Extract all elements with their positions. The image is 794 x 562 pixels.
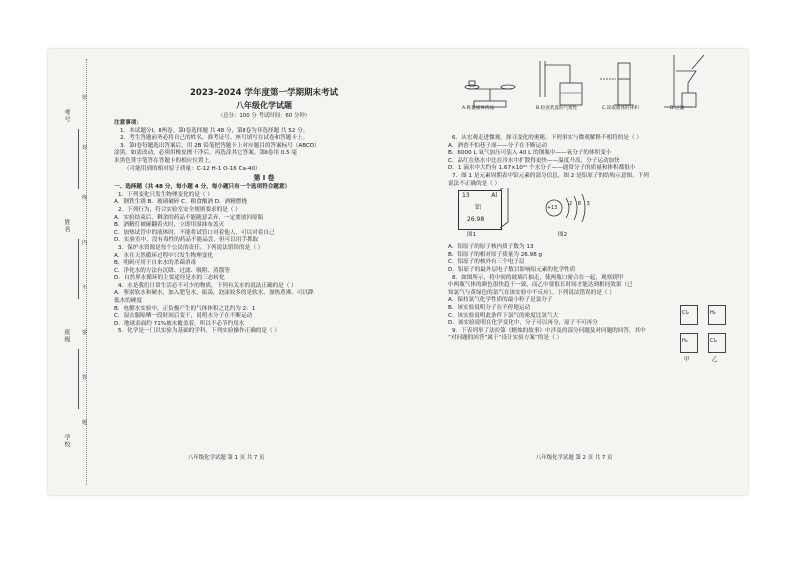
footer-left: 八年级化学试题 第 1 页 共 7 页 [188,455,265,461]
notes-line: 涂黑。如需改动，必须用橡皮擦干净后，再选涂其它答案。第Ⅱ卷用 0.5 毫 [114,150,298,157]
notes-heading: 注意事项： [114,120,142,126]
question-line: B．电解水实验中，正负极产生的气体体积之比约为 2：1 [114,305,256,312]
question-line: 9．下表列举了法拉第《蜡烛的故事》中涉及的部分问题及对问题的回答，其中 [452,327,646,334]
gutter-line [78,239,79,299]
question-line: D．铝原子的最外层电子数目影响铝元素的化学性质 [448,266,576,273]
gutter-label-school: 学校 [63,434,70,448]
question-line: B．酒精灯被碰翻着火时，立即用湿抹布盖灭 [114,222,225,229]
question-line: “对问题的回答”属于“设计实验方案”的是（ ） [448,335,563,342]
element-name: 铝 [475,204,482,212]
question-line: A．酒香不怕巷子深——分子在不断运动 [448,142,547,149]
apparatus-drawing [460,49,742,113]
left-question-list [114,192,414,336]
question-line: B．6000 L 氧气加压可装入 40 L 的钢瓶中——氧分子的体积变小 [448,150,612,157]
question-line: 1．下列变化只发生物理变化的是（ ） [118,191,213,198]
question-line: A．钢铁生锈 B．玻璃破碎 C．粮食酿酒 D．酒精燃烧 [114,199,248,206]
seal-mark: 不 [82,285,88,291]
notes-line: 2．考生答题前务必将自己的姓名、准考证号、座号填写在试卷和答题卡上。 [120,135,309,142]
question-line: D．1 滴水中大约有 1.67×10²¹ 个水分子——通常分子的质量和体积都很小 [448,165,636,172]
gutter-line [78,129,79,189]
question-line: C．品红在热水中比在冷水中扩散得更快——温度升高，分子运动加快 [448,157,620,164]
question-line: 中两瓶气体的颜色很快趋于一致，而乙中要很长时间才能达到相同效果（已 [448,282,633,289]
figure-caption-1: 图1 [467,232,477,239]
right-question-list [448,135,742,188]
gas-jars-figure [678,303,744,375]
jar-gas-label: H₂ [710,310,716,316]
section-heading: 一、选择题（共 48 分，每小题 4 分，每小题只有一个选项符合题意） [114,184,291,191]
question-line: C．该实验说明此条件下氯气的密度比氢气大 [448,312,559,319]
exam-meta: （总分：100 分 考试时间：60 分钟） [217,113,311,119]
figure-caption-2: 图2 [558,232,568,239]
periodic-table-cell [458,190,502,230]
exam-title: 2023–2024 学年度第一学期期末考试 [189,88,339,98]
question-line: B．铝原子的相对原子质量为 26.98 g [448,251,543,258]
question-line: 4．水是我们日常生活必不可少的物质，下列有关水的说法正确的是（ ） [118,282,297,289]
question-line: 6．从宏观走进微观，探寻变化的奥秘。下列事实与微观解释不相符的是（ ） [452,135,642,141]
question-line: A．实验结束后，剩余的药品不能随意丢弃，一定要放回原瓶 [114,214,264,221]
jar-gas-label: Cl₂ [710,338,717,344]
gutter-label-class: 班级 [63,329,70,343]
gutter-line [78,349,79,409]
question-line: 2．下列行为，符合实验室安全规则要求的是（ ） [118,206,241,213]
question-line: C．加热试管中的液体时，不能将试管口对着他人，可以对着自己 [114,229,275,236]
jar-gas-label: Cl₂ [682,310,689,316]
footer-right: 八年级化学试题 第 2 页 共 7 页 [536,455,613,461]
question-line: C．湿衣服晾晒一段时间后变干，说明水分子在不断运动 [114,313,253,320]
jar-group-label: 甲 [684,357,690,363]
notes-line: （可能用到的相对原子质量：C-12 H-1 O-16 Ca-40） [124,165,261,172]
question-line: D．地球表面约 71%被水覆盖着，所以不必节约用水 [114,320,245,327]
question-line: 低水的硬度 [114,298,142,305]
left-column [114,87,414,336]
atomic-number: 13 [462,192,470,200]
seal-mark: 封 [82,145,88,151]
question-line: B．明矾可用于自来水的杀菌消毒 [114,260,197,267]
exam-sheet [48,49,748,495]
seal-mark: 内 [82,240,88,246]
exam-subtitle: 八年级化学试题 [236,101,292,110]
jar-gas-label: H₂ [682,338,688,344]
electron-shells: 2 8 3 [569,201,592,208]
question-line: 3．保护水资源是每个公民的责任。下列说法错误的是（ ） [118,244,264,251]
jar-group-label: 乙 [712,357,718,363]
nucleus-charge: +13 [547,206,558,212]
question-line: 5．化学是一门以实验为基础的学科，下列实验操作正确的是（ ） [118,328,280,335]
question-line: A．保持氯气化学性质的最小粒子是氯分子 [448,297,553,304]
notes-line: 3．第Ⅰ卷每题选出答案后，用 2B 铅笔把答题卡上对应题目的答案标号（ABCD） [120,142,320,149]
question-line: 说法不正确的是（ ） [448,180,501,187]
apparatus-label-c: C.读取液体的体积 [602,106,639,111]
question-line: A．铝原子的原子核内质子数为 13 [448,244,534,251]
apparatus-figure [460,49,742,113]
seal-mark: 题 [82,420,88,426]
question-line: D．该实验说明在化学变化中，分子可以再分，原子不可再分 [448,320,598,327]
question-line: 知氯气与黄绿色的氯气在该实验中不反应）。下列说法错误的是（ ） [448,289,615,296]
apparatus-label-d: D.过滤 [670,106,685,111]
question-line: B．该实验说明分子在不停地运动 [448,304,531,311]
question-line: 7．图 1 是元素周期表中铝元素的部分信息，图 2 是铝原子的结构示意图。下列 [452,172,649,179]
question-line: A．鉴别软水和硬水，加入肥皂水，振荡，泡沫较多的是软水，加热煮沸，可以降 [114,290,314,297]
aluminum-figures [448,188,742,244]
question-line: A．水在天然循环过程中只发生物理变化 [114,252,213,259]
question-line: 8．如图所示，将中间的玻璃片抽走，使两瓶口密合在一起，观察到甲 [452,274,624,281]
cell-3d-edge [500,188,520,232]
binding-gutter [48,49,110,495]
notes-line: 1．本试题分Ⅰ、Ⅱ两卷。第Ⅰ卷选择题 共 48 分，第Ⅱ卷为非选择题 共 52 分。 [120,127,309,134]
question-line: D．实验室中，没有毒性的药品不能品尝，但可以用手抓取 [114,237,259,244]
notes-line: 米黑色签字笔答在答题卡的相应位置上。 [114,157,215,164]
seal-mark: 要 [82,330,88,336]
question-line: C．铝原子的核外有三个电子层 [448,259,525,266]
question-line: C．净化水的方法有沉降、过滤、吸附、蒸馏等 [114,267,230,274]
seal-mark: 线 [82,195,88,201]
gutter-label-exam-no: 考号 [63,109,70,123]
seal-mark: 答 [82,375,88,381]
atomic-mass: 26.98 [467,216,485,224]
gutter-label-name: 姓名 [63,219,70,233]
seal-mark: 密 [82,95,88,101]
apparatus-label-a: A.称量固体药品 [462,106,495,111]
element-symbol: Al [491,192,497,200]
volume-heading: 第 Ⅰ 卷 [253,174,275,183]
apparatus-label-b: B.检查装置的气密性 [536,106,578,111]
question-line: D．自然界水循环的主要途径是水的三态转化 [114,275,225,282]
